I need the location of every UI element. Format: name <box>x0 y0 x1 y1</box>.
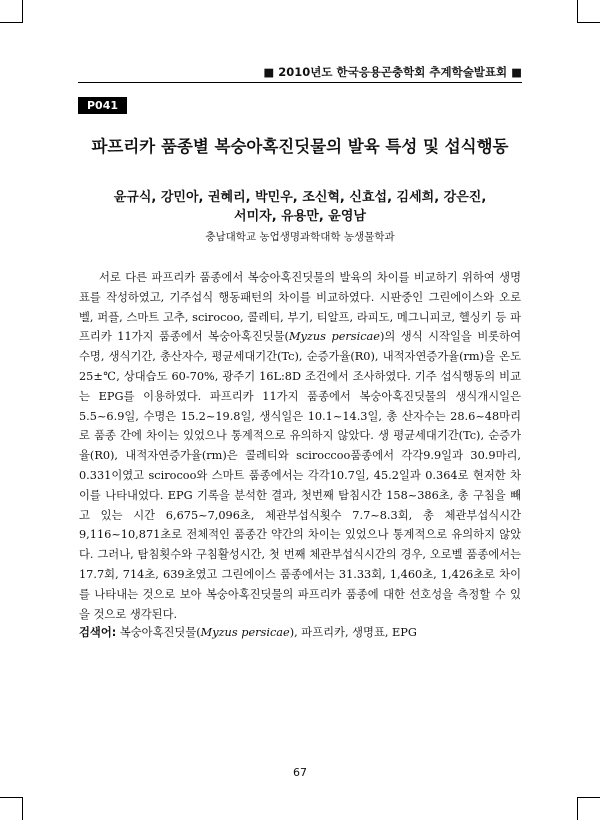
crop-mark-bottom-right <box>577 797 600 820</box>
header-rule <box>78 82 522 83</box>
affiliation: 충남대학교 농업생명과학대학 농생물학과 <box>205 231 395 243</box>
crop-mark-bottom-left <box>0 797 23 820</box>
keywords-label: 검색어: <box>79 626 117 639</box>
abstract-species-name: Myzus persicae <box>288 330 380 344</box>
authors-line-2: 서미자, 유용만, 윤영남 <box>234 209 366 224</box>
crop-mark-top-left <box>0 0 23 23</box>
page-number: 67 <box>293 766 307 779</box>
paper-title: 파프리카 품종별 복숭아혹진딧물의 발육 특성 및 섭식행동 <box>91 137 509 156</box>
keywords <box>79 624 521 640</box>
keywords-text-part2: ), 파프리카, 생명표, EPG <box>289 626 417 639</box>
crop-mark-top-right <box>577 0 600 23</box>
author-list <box>60 188 540 226</box>
authors-line-1: 윤규식, 강민아, 권혜리, 박민우, 조신혁, 신효섭, 김세희, 강은진, <box>113 190 487 205</box>
abstract-text-part2: )의 생식 시작일을 비롯하여 수명, 생식기간, 총산자수, 평균세대기간(Tc), 순증가율(R0), 내적자연증가율(rm)을 온도 25±℃, 상대습도 60-70%, 광주기 16L:8D 조건에서 조사하였다. 기주 섭식행동의 비교는 EPG를 이용하였다. 파프리카 11가지 품종에서 복숭아혹진딧물의 생식개시일은 5.5~6.9일, 수명은 15.2~19.8일, 생식일은 10.1~14.3일, 총 산자수는 28.6~48마리로 품종 간에 차이는 있었으나 통계적으로 유의하지 않았다. 생 평균세대기간(Tc), 순증가율(R0), 내적자연증가율(rm)은 콜레티와 sciroccoo품종에서 각각9.9일과 30.9마리, 0.331이였고 scirocoo와 스마트 품종에서는 각각10.7일, 45.2일과 0.364로 현저한 차이를 나타내었다. EPG 기록을 분석한 결과, 첫번째 탐침시간 158~386초, 총 구침을 빼고 있는 시간 6,675~7,096초, 체관부섭식횟수 7.7~8.3회, 총 체관부섭식시간 9,116~10,871초로 전체적인 품종간 약간의 차이는 있었으나 통계적으로 유의하지 않았다. 그러나, 탐침횟수와 구침활성시간, 첫 번째 체관부섭식시간의 경우, 오로벨 품종에서는 17.7회, 714초, 639초였고 그린에이스 품종에서는 31.33회, 1,460초, 1,426초로 차이를 나타내는 것으로 보아 복숭아혹진딧물의 파프리카 품종에 대한 선호성을 측정할 수 있을 것으로 생각된다. <box>79 330 521 621</box>
conference-header: ■ 2010년도 한국응용곤충학회 추계학술발표회 ■ <box>263 65 522 79</box>
poster-id-badge: P041 <box>78 97 127 114</box>
abstract-text-part1: 서로 다른 파프리카 품종에서 복숭아혹진딧물의 발육의 차이를 비교하기 위하여 생명표를 작성하였고, 기주섭식 행동패턴의 차이를 비교하였다. 시판중인 그린에이스와 오로벨, 퍼플, 스마트 고추, scirocoo, 콜레티, 부기, 티알프, 라피도, 메그니피코, 헬싱키 등 파프리카 11가지 품종에서 복숭아혹진딧물( <box>79 271 521 344</box>
keywords-text-part1: 복숭아혹진딧물( <box>116 626 201 639</box>
abstract-body <box>79 268 521 624</box>
keywords-species-name: Myzus persicae <box>200 626 290 639</box>
